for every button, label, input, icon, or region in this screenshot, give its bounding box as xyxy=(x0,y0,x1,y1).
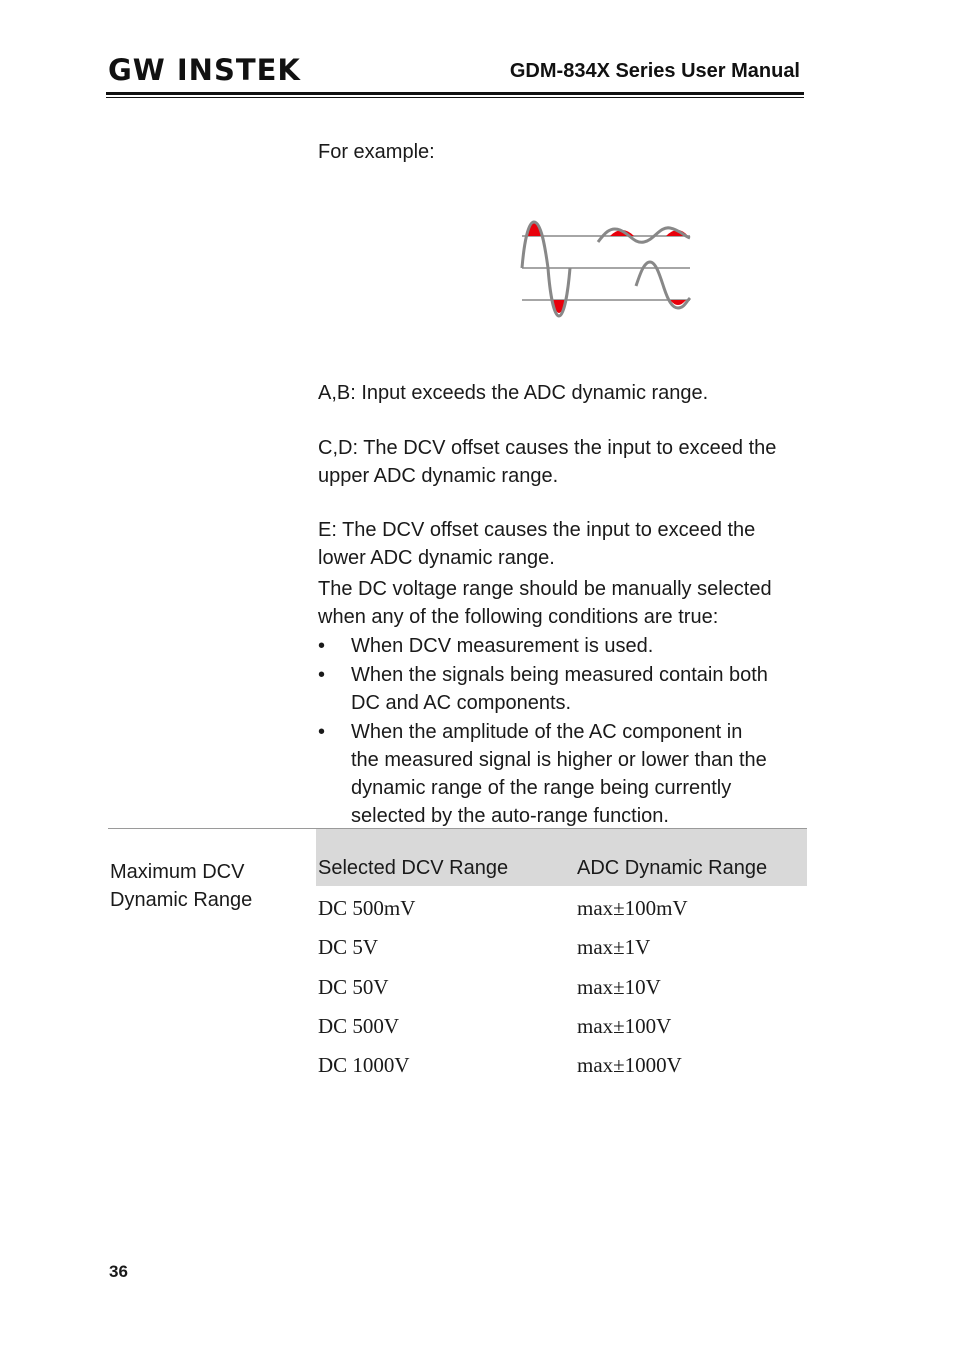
gw-instek-logo: GW INSTEK xyxy=(108,53,301,87)
bullet-line: When the amplitude of the AC component in xyxy=(351,721,743,743)
note-e-line1: E: The DCV offset causes the input to exceed the xyxy=(318,519,756,541)
bullet-line: selected by the auto-range function. xyxy=(351,805,669,827)
table-cell-adc: max±1000V xyxy=(577,1053,682,1077)
page-number: 36 xyxy=(109,1262,128,1281)
table-cell-adc: max±1V xyxy=(577,935,651,959)
bullet-line: DC and AC components. xyxy=(351,692,572,714)
header-rule-thin xyxy=(106,97,804,98)
section-label-line2: Dynamic Range xyxy=(110,889,253,911)
intro-text: For example: xyxy=(318,141,435,163)
bullet-line: the measured signal is higher or lower than the xyxy=(351,749,767,771)
table-cell-range: DC 500mV xyxy=(318,896,416,920)
bullet-line: When the signals being measured contain both xyxy=(351,664,768,686)
table-header-adc-range: ADC Dynamic Range xyxy=(577,857,768,879)
bullet-line: dynamic range of the range being currently xyxy=(351,777,732,799)
manual-select-line1: The DC voltage range should be manually selected xyxy=(318,578,772,600)
table-cell-adc: max±100V xyxy=(577,1014,672,1038)
adc-overrange-waveform-icon xyxy=(516,214,696,324)
table-header-selected-range: Selected DCV Range xyxy=(318,857,509,879)
note-ab: A,B: Input exceeds the ADC dynamic range. xyxy=(318,382,709,404)
table-cell-adc: max±10V xyxy=(577,975,661,999)
header-rule-thick xyxy=(106,92,804,95)
section-label-line1: Maximum DCV xyxy=(110,861,245,883)
manual-select-line2: when any of the following conditions are true: xyxy=(318,606,719,628)
section-label xyxy=(110,858,300,914)
bullet-line: When DCV measurement is used. xyxy=(351,635,654,657)
bullet-icon: • xyxy=(318,721,326,743)
note-cd-line1: C,D: The DCV offset causes the input to exceed the xyxy=(318,437,777,459)
bullet-icon: • xyxy=(318,635,326,657)
table-cell-range: DC 50V xyxy=(318,975,389,999)
note-e-line2: lower ADC dynamic range. xyxy=(318,547,555,569)
note-cd-line2: upper ADC dynamic range. xyxy=(318,465,559,487)
table-cell-range: DC 1000V xyxy=(318,1053,410,1077)
table-cell-range: DC 500V xyxy=(318,1014,400,1038)
table-cell-range: DC 5V xyxy=(318,935,379,959)
bullet-icon: • xyxy=(318,664,326,686)
table-cell-adc: max±100mV xyxy=(577,896,688,920)
manual-title: GDM-834X Series User Manual xyxy=(509,60,800,82)
